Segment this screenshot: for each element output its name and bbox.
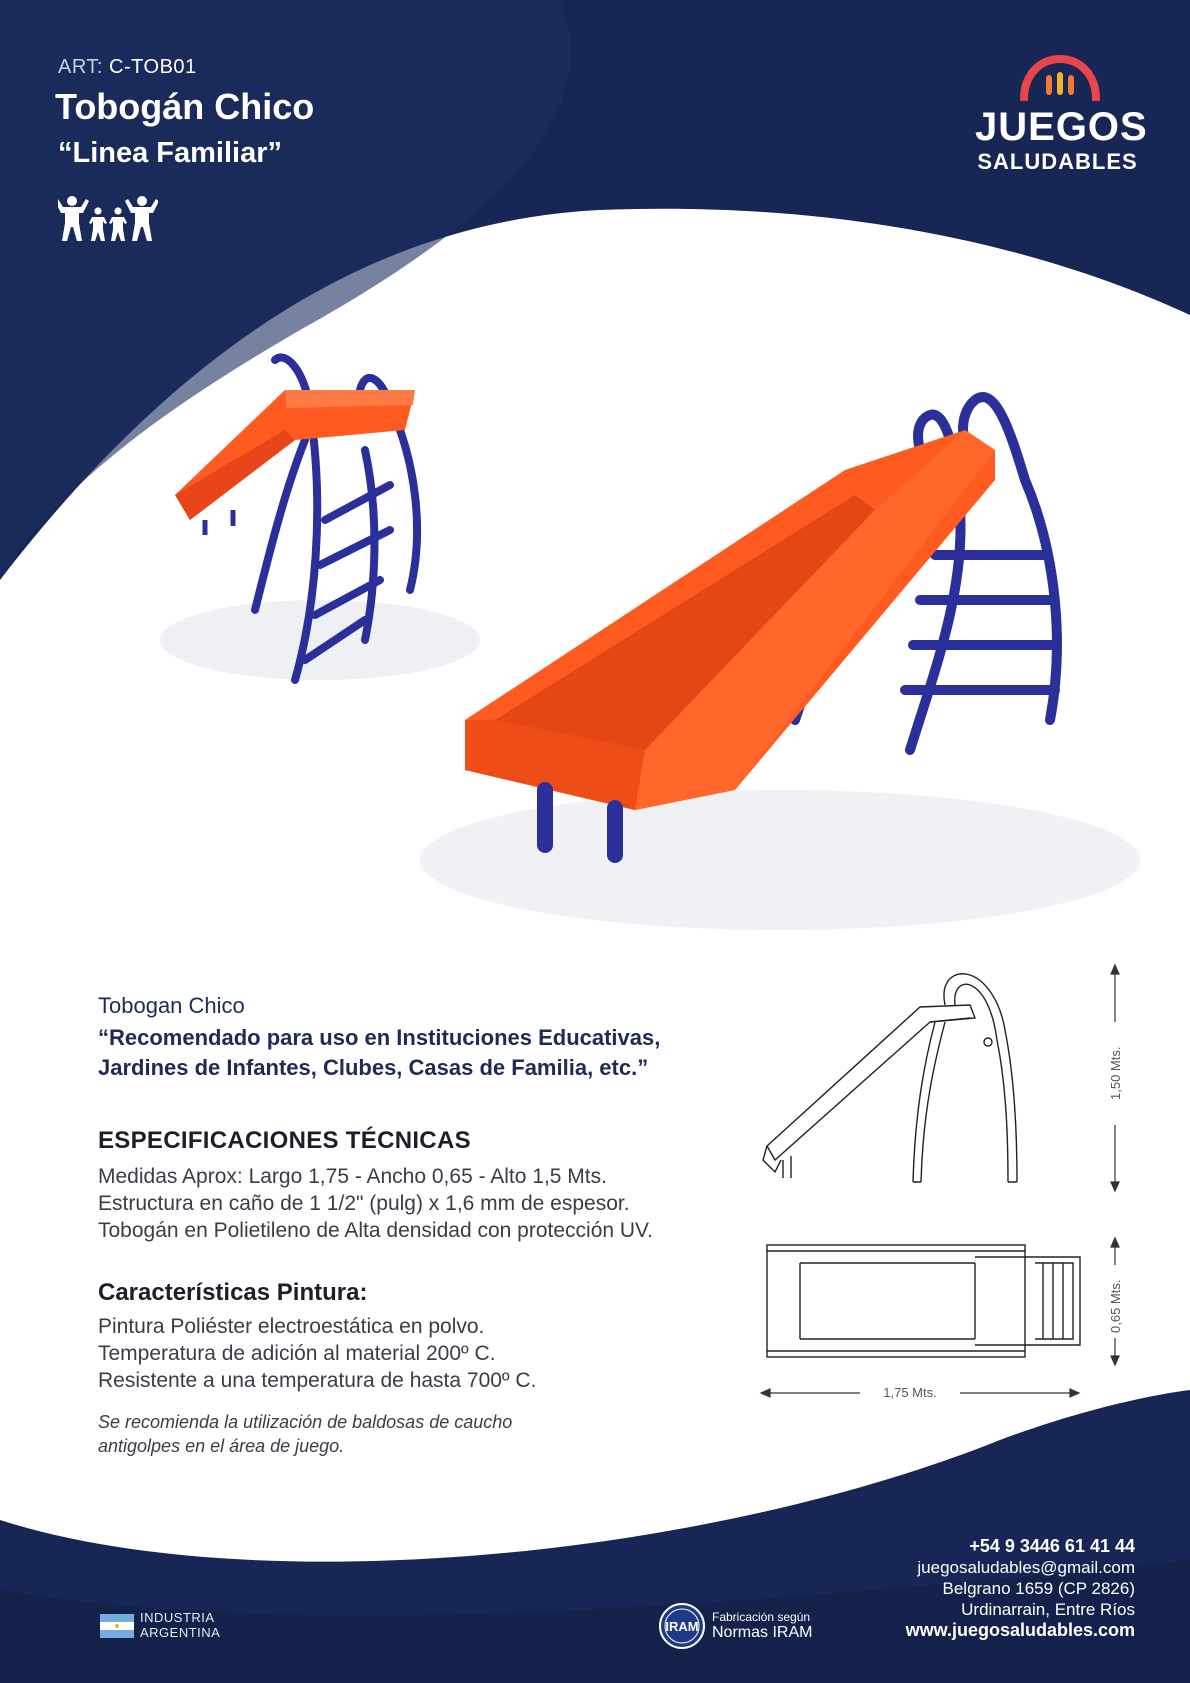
- contact-email[interactable]: juegosaludables@gmail.com: [917, 1558, 1135, 1577]
- spec-material: Tobogán en Polietileno de Alta densidad con protección UV.: [98, 1219, 653, 1242]
- iram-badge-icon: [658, 1602, 706, 1650]
- family-icon: [58, 195, 158, 243]
- side-view-drawing: [763, 974, 1017, 1182]
- safety-note: [98, 1410, 512, 1458]
- specs-list: [98, 1163, 653, 1244]
- spec-structure: Estructura en caño de 1 1/2" (pulg) x 1,6 mm de espesor.: [98, 1192, 630, 1215]
- product-title: Tobogán Chico: [55, 86, 315, 127]
- specs-heading: ESPECIFICACIONES TÉCNICAS: [98, 1127, 471, 1154]
- height-label: 1,50 Mts.: [1108, 1046, 1123, 1100]
- industry-line-2: ARGENTINA: [140, 1625, 221, 1640]
- iram-line-1: Fabricación según: [712, 1610, 811, 1624]
- slide-render-front: [465, 390, 1085, 920]
- contact-phone[interactable]: +54 9 3446 61 41 44: [969, 1536, 1135, 1556]
- industry-line-1: INDUSTRIA: [140, 1610, 215, 1625]
- paint-list: [98, 1313, 536, 1394]
- width-label: 0,65 Mts.: [1108, 1279, 1123, 1333]
- article-number: C-TOB01: [109, 56, 197, 78]
- article-prefix: ART:: [58, 56, 103, 78]
- paint-heading: Características Pintura:: [98, 1279, 368, 1306]
- industria-argentina: [140, 1610, 220, 1640]
- slide-render-back: [175, 350, 475, 690]
- iram-line-2: Normas IRAM: [712, 1624, 813, 1641]
- logo-arc-icon: [1020, 55, 1100, 101]
- iram-certification: [712, 1610, 812, 1642]
- top-view-drawing: [767, 1245, 1080, 1357]
- brand-tagline: SALUDABLES: [977, 149, 1138, 174]
- spec-dimensions: Medidas Aprox: Largo 1,75 - Ancho 0,65 - Alto 1,5 Mts.: [98, 1165, 607, 1188]
- product-line: “Linea Familiar”: [58, 137, 283, 169]
- safety-note-line-1: Se recomienda la utilización de baldosas de caucho: [98, 1412, 513, 1432]
- argentina-flag-icon: [100, 1614, 134, 1638]
- intro-product-name: Tobogan Chico: [98, 993, 245, 1018]
- recommended-use-line-2: Jardines de Infantes, Clubes, Casas de Familia, etc.”: [98, 1055, 649, 1080]
- length-label: 1,75 Mts.: [883, 1385, 937, 1400]
- paint-application-temp: Temperatura de adición al material 200º C.: [98, 1342, 496, 1365]
- contact-address-city: Urdinarrain, Entre Ríos: [961, 1600, 1135, 1619]
- technical-drawings: [755, 960, 1135, 1410]
- paint-resistance-temp: Resistente a una temperatura de hasta 700º C.: [98, 1369, 537, 1392]
- contact-address-street: Belgrano 1659 (CP 2826): [942, 1579, 1135, 1598]
- paint-type: Pintura Poliéster electroestática en polvo.: [98, 1315, 485, 1338]
- contact-info: [906, 1536, 1135, 1641]
- contact-website[interactable]: www.juegosaludables.com: [905, 1620, 1135, 1640]
- recommended-use: [98, 1023, 748, 1083]
- safety-note-line-2: antigolpes en el área de juego.: [98, 1436, 345, 1456]
- recommended-use-line-1: “Recomendado para uso en Instituciones Educativas,: [98, 1025, 661, 1050]
- article-code: [58, 56, 197, 79]
- iram-badge-label: IRAM: [665, 1619, 699, 1634]
- brand-name: JUEGOS: [975, 105, 1148, 149]
- brand-logo: [975, 55, 1155, 175]
